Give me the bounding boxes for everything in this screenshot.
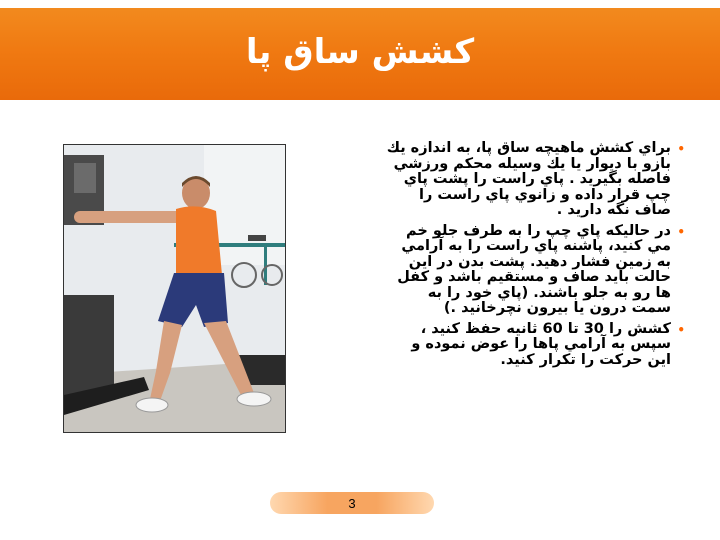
title-bar (0, 8, 720, 100)
page-number-pill (270, 492, 434, 514)
bullet-item-2 (385, 224, 685, 317)
bullet-text-3-after: ثانيه حفظ كنيد ، سپس به آرامي پاها را عوض نموده و اين حركت را تكرار كنيد. (411, 320, 671, 368)
slide-title: کشش ساق پا (245, 32, 475, 72)
bullet-text-3-before: كشش را (603, 320, 671, 337)
bullet-text-3-mid: تا (562, 320, 584, 337)
bullet-number-30: 30 (583, 320, 604, 337)
bullet-dot-icon: • (677, 142, 685, 156)
bullet-item-1 (385, 141, 685, 219)
bullet-list (385, 141, 685, 373)
bullet-item-3 (385, 322, 685, 369)
page-number: 3 (348, 495, 356, 511)
bullet-text-1: براي كشش ماهيچه ساق پا، به اندازه يك بازو با ديوار يا يك وسيله محكم ورزشي فاصله بگيريد . پاي راست را پشت پاي چپ قرار داده و زانوي پاي راست را صاف نگه داريد . (386, 140, 671, 218)
bullet-dot-icon: • (677, 224, 685, 239)
bullet-number-60: 60 (542, 320, 563, 337)
bullet-text-2: در حاليكه پاي چپ را به طرف جلو خم مي كنيد، پاشنه پاي راست را به آرامي به زمين فشار دهيد. پشت بدن در اين حالت بايد صاف و مستقيم باشد و كفل ها رو به جلو باشند. (پاي خود را به سمت درون يا بيرون نچرخانيد .) (397, 222, 671, 316)
bullet-dot-icon: • (677, 322, 685, 337)
exercise-photo (63, 144, 286, 433)
calf-stretch-illustration (64, 145, 285, 432)
